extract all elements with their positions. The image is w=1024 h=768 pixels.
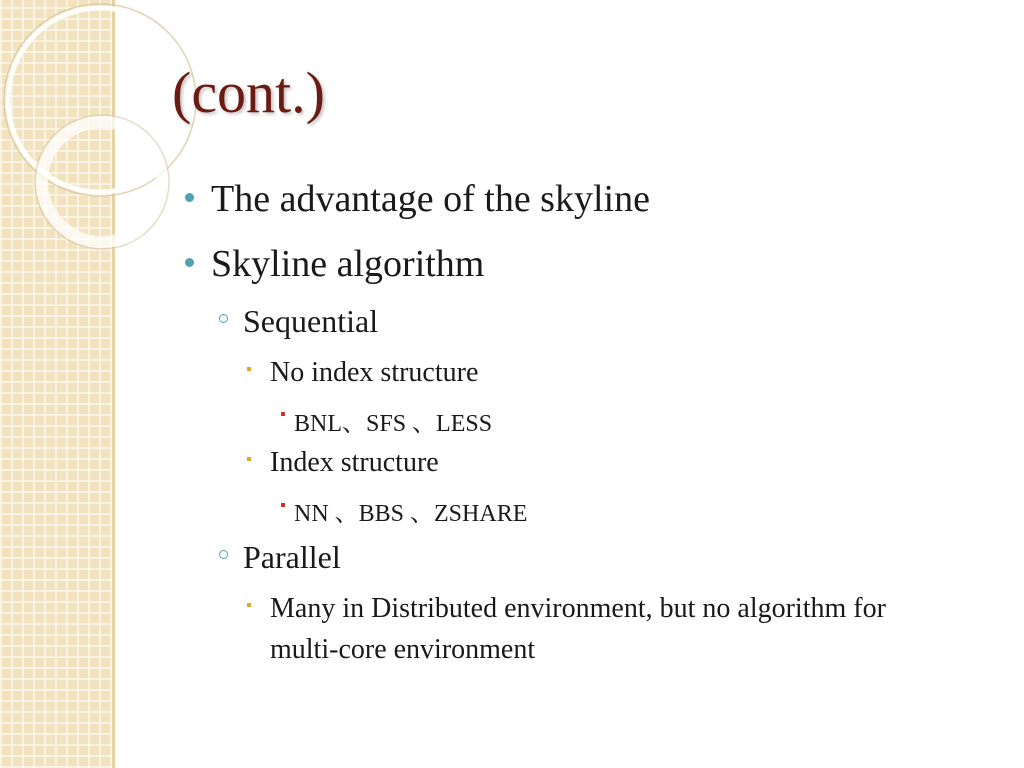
- decorative-rings-graphic: [0, 0, 200, 260]
- bullet-marker-dot: [185, 193, 194, 202]
- bullet-marker-square: [281, 503, 285, 507]
- bullet-marker-square: [247, 457, 251, 461]
- slide-title: (cont.): [172, 60, 325, 125]
- bullet-marker-dot: [185, 258, 194, 267]
- bullet-item-level3: No index structure: [270, 357, 479, 388]
- bullet-item-level3-continuation: multi-core environment: [270, 634, 536, 665]
- bullet-item-level1: The advantage of the skyline: [211, 178, 650, 220]
- bullet-item-level3: Index structure: [270, 447, 439, 478]
- bullet-marker-ring: [219, 314, 228, 323]
- bullet-item-level4: BNL、SFS 、LESS: [294, 411, 493, 437]
- bullet-marker-square: [281, 412, 285, 416]
- bullet-marker-square: [247, 367, 251, 371]
- bullet-item-level1: Skyline algorithm: [211, 243, 485, 285]
- bullet-item-level3: Many in Distributed environment, but no algorithm for: [270, 593, 886, 624]
- bullet-marker-ring: [219, 550, 228, 559]
- bullet-marker-square: [247, 603, 251, 607]
- bullet-item-level2: Sequential: [243, 303, 379, 339]
- bullet-item-level2: Parallel: [243, 539, 341, 575]
- bullet-item-level4: NN 、BBS 、ZSHARE: [294, 501, 528, 527]
